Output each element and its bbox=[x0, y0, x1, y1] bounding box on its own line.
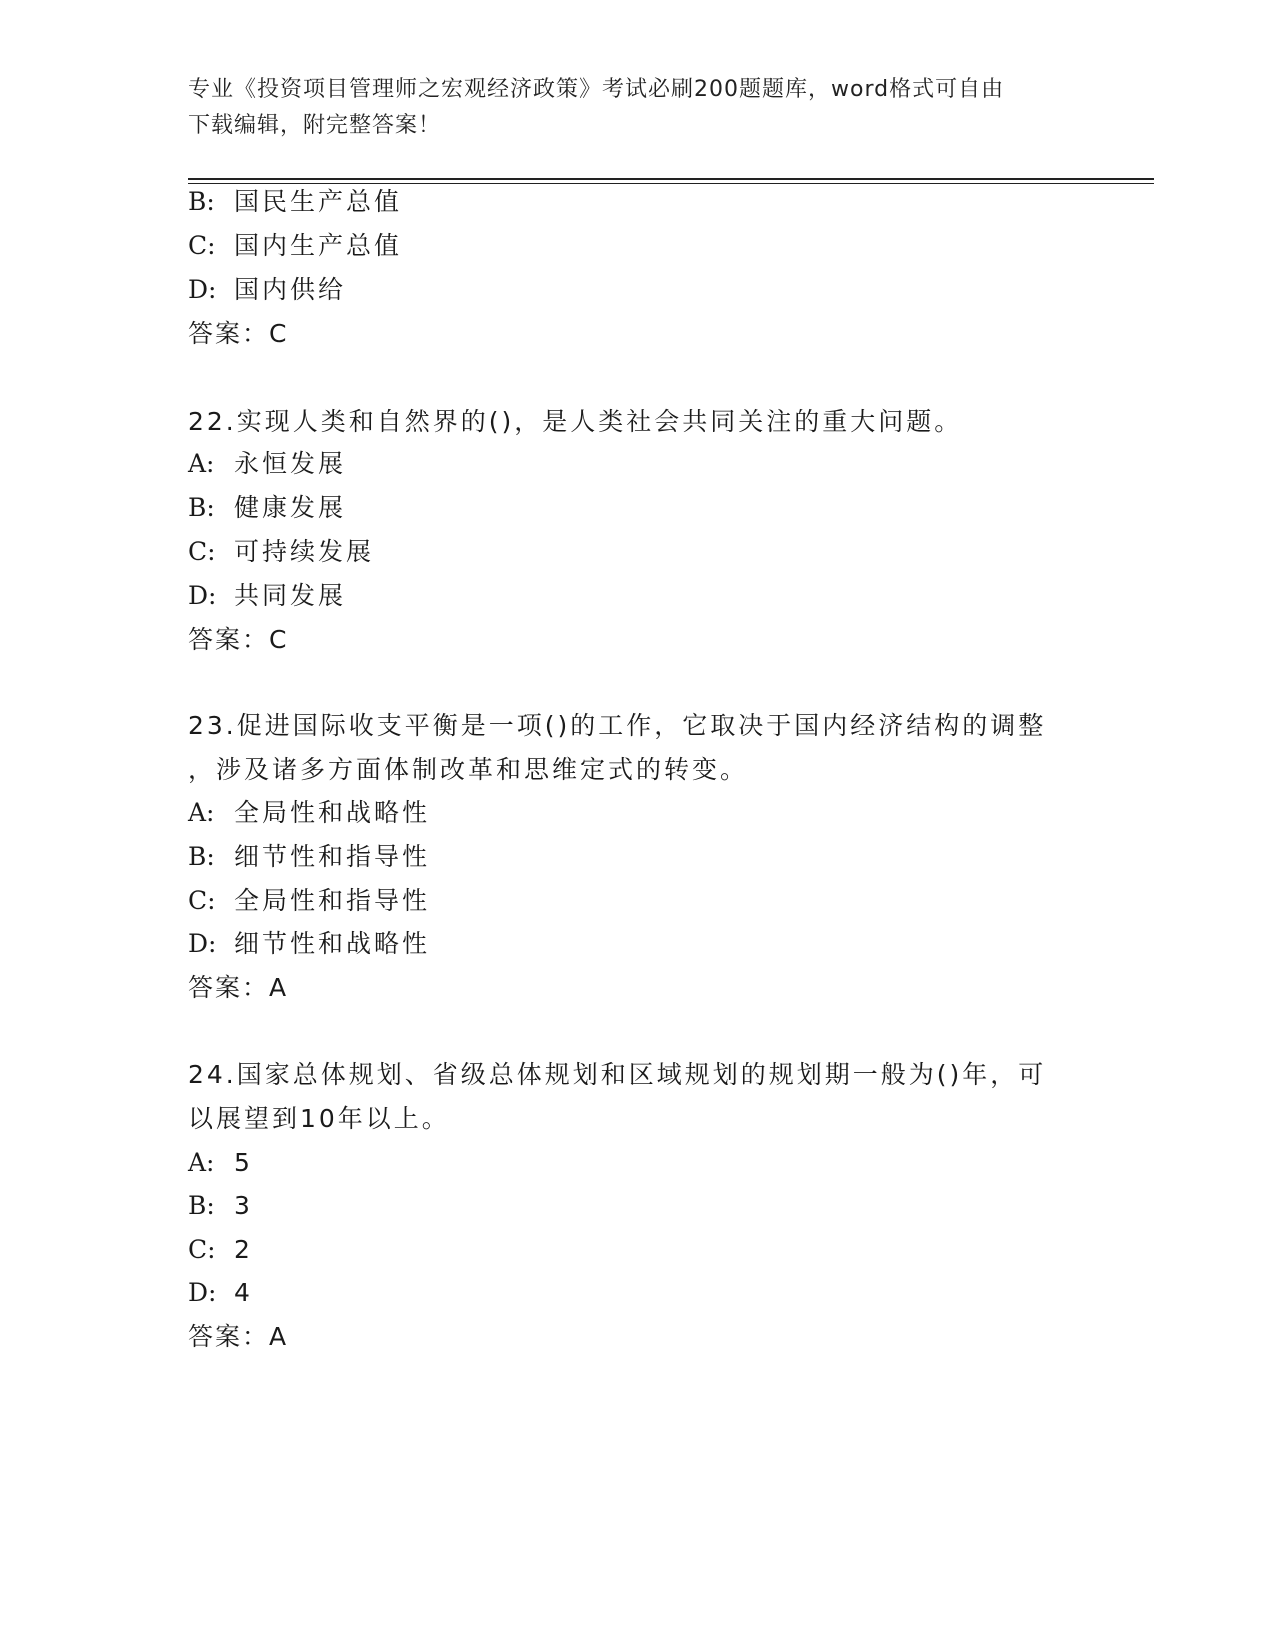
option-key: B: bbox=[188, 1191, 215, 1220]
document-header bbox=[188, 72, 1088, 144]
q24-answer: 答案：A bbox=[188, 1322, 289, 1351]
option-text: 可持续发展 bbox=[234, 537, 375, 566]
option-text: 细节性和战略性 bbox=[234, 929, 431, 958]
q23-stem-line-2: ，涉及诸多方面体制改革和思维定式的转变。 bbox=[188, 755, 749, 784]
option-text: 健康发展 bbox=[234, 493, 347, 522]
option-key: C: bbox=[188, 1235, 216, 1264]
option-key: A: bbox=[188, 1148, 215, 1177]
q22-option-b bbox=[188, 490, 346, 526]
q23-option-b bbox=[188, 839, 430, 875]
option-text: 国民生产总值 bbox=[234, 187, 403, 216]
option-key: D: bbox=[188, 1278, 217, 1307]
q22-option-a bbox=[188, 446, 346, 482]
option-key: D: bbox=[188, 929, 217, 958]
header-divider-thick bbox=[188, 178, 1154, 180]
q24-option-b bbox=[188, 1188, 253, 1224]
option-key: B: bbox=[188, 493, 215, 522]
option-text: 3 bbox=[234, 1191, 253, 1220]
q21-option-d bbox=[188, 272, 346, 308]
option-key: C: bbox=[188, 537, 216, 566]
q21-answer: 答案：C bbox=[188, 319, 289, 348]
option-text: 4 bbox=[234, 1278, 253, 1307]
option-key: C: bbox=[188, 886, 216, 915]
q21-option-c bbox=[188, 228, 402, 264]
option-text: 细节性和指导性 bbox=[234, 842, 431, 871]
option-text: 全局性和指导性 bbox=[234, 886, 431, 915]
option-text: 国内生产总值 bbox=[234, 231, 403, 260]
option-key: B: bbox=[188, 187, 215, 216]
q24-option-d bbox=[188, 1275, 253, 1311]
option-key: D: bbox=[188, 275, 217, 304]
q24-stem-line-1: 24.国家总体规划、省级总体规划和区域规划的规划期一般为()年，可 bbox=[188, 1060, 1047, 1089]
option-key: A: bbox=[188, 449, 215, 478]
option-key: C: bbox=[188, 231, 216, 260]
q24-option-a bbox=[188, 1145, 253, 1181]
q21-option-b bbox=[188, 184, 402, 220]
q23-option-c bbox=[188, 883, 430, 919]
option-text: 永恒发展 bbox=[234, 449, 347, 478]
header-line-1: 专业《投资项目管理师之宏观经济政策》考试必刷200题题库，word格式可自由 bbox=[188, 77, 1005, 102]
q22-option-c bbox=[188, 534, 374, 570]
option-key: B: bbox=[188, 842, 215, 871]
q23-answer: 答案：A bbox=[188, 973, 289, 1002]
q22-option-d bbox=[188, 578, 346, 614]
q22-answer: 答案：C bbox=[188, 625, 289, 654]
q24-stem-line-2: 以展望到10年以上。 bbox=[188, 1104, 450, 1133]
option-text: 2 bbox=[234, 1235, 253, 1264]
q22-stem: 22.实现人类和自然界的()，是人类社会共同关注的重大问题。 bbox=[188, 407, 963, 436]
option-key: D: bbox=[188, 581, 217, 610]
option-text: 全局性和战略性 bbox=[234, 798, 431, 827]
q23-stem-line-1: 23.促进国际收支平衡是一项()的工作，它取决于国内经济结构的调整 bbox=[188, 711, 1047, 740]
option-text: 5 bbox=[234, 1148, 253, 1177]
q24-option-c bbox=[188, 1232, 253, 1268]
q23-option-a bbox=[188, 795, 430, 831]
header-line-2: 下载编辑，附完整答案！ bbox=[188, 113, 442, 138]
option-text: 国内供给 bbox=[234, 275, 347, 304]
option-text: 共同发展 bbox=[234, 581, 347, 610]
q23-option-d bbox=[188, 926, 430, 962]
option-key: A: bbox=[188, 798, 215, 827]
